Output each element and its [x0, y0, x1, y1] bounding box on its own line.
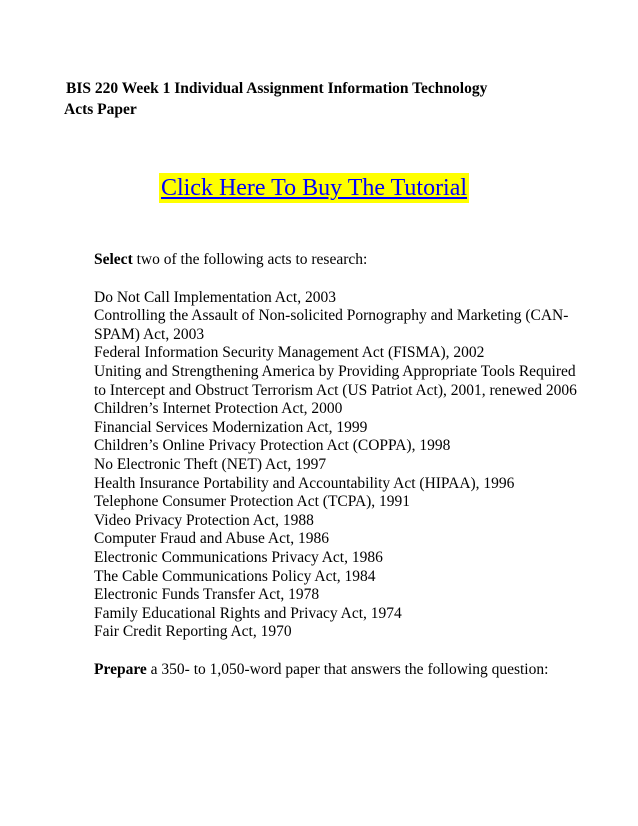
prepare-text: a 350- to 1,050-word paper that answers the following question:: [146, 660, 549, 678]
acts-list: [94, 289, 584, 642]
title-line-1: BIS 220 Week 1 Individual Assignment Information Technology: [66, 80, 488, 97]
list-item: No Electronic Theft (NET) Act, 1997: [94, 455, 327, 473]
list-item: Family Educational Rights and Privacy Act, 1974: [94, 604, 402, 622]
prepare-keyword: Prepare: [94, 660, 147, 678]
prepare-paragraph: [94, 661, 584, 680]
list-item: Do Not Call Implementation Act, 2003: [94, 288, 336, 306]
title-line-2: Acts Paper: [64, 101, 137, 118]
list-item: The Cable Communications Policy Act, 1984: [94, 567, 376, 585]
intro-paragraph: [94, 251, 584, 270]
list-item: Financial Services Modernization Act, 1999: [94, 418, 368, 436]
list-item: Health Insurance Portability and Accountability Act (HIPAA), 1996: [94, 474, 515, 492]
document-body: [94, 251, 584, 679]
list-item: Uniting and Strengthening America by Providing Appropriate Tools Required to Intercept and Obstruct Terrorism Act (US Patriot Act), 2001, renewed 2006: [94, 362, 577, 399]
list-item: Electronic Communications Privacy Act, 1986: [94, 548, 383, 566]
list-item: Federal Information Security Management Act (FISMA), 2002: [94, 344, 485, 362]
list-item: Children’s Online Privacy Protection Act (COPPA), 1998: [94, 437, 451, 455]
list-item: Telephone Consumer Protection Act (TCPA), 1991: [94, 493, 411, 511]
intro-text: two of the following acts to research:: [132, 251, 368, 268]
document-title: [64, 78, 564, 120]
list-item: Children’s Internet Protection Act, 2000: [94, 400, 343, 418]
list-item: Controlling the Assault of Non-solicited Pornography and Marketing (CAN-SPAM) Act, 2003: [94, 307, 569, 343]
list-item: Video Privacy Protection Act, 1988: [94, 511, 314, 529]
list-item: Fair Credit Reporting Act, 1970: [94, 623, 292, 641]
list-item: Electronic Funds Transfer Act, 1978: [94, 586, 320, 604]
buy-tutorial-link[interactable]: Click Here To Buy The Tutorial: [160, 175, 468, 201]
list-item: Computer Fraud and Abuse Act, 1986: [94, 530, 330, 548]
cta-container: [0, 173, 638, 203]
select-keyword: Select: [94, 251, 133, 268]
